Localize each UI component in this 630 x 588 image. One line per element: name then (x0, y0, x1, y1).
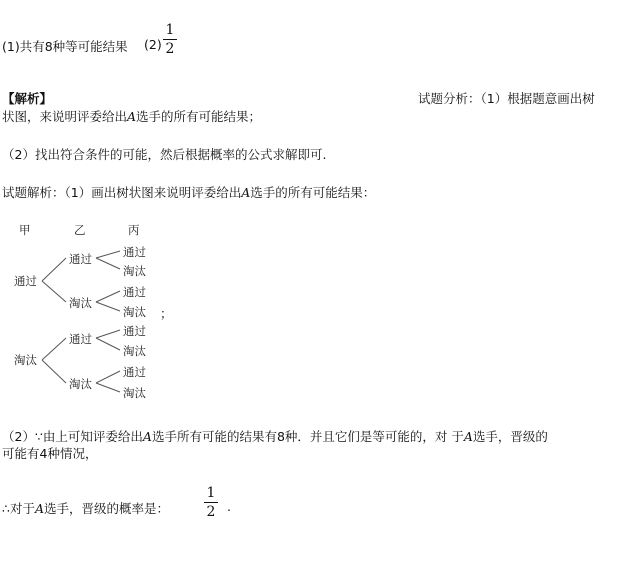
tree-edge (96, 383, 120, 392)
hint-text-b: 选手的所有可能结果； (136, 109, 262, 124)
solution-conclusion (2, 499, 169, 517)
tree-level3-node: 淘汰 (123, 386, 146, 400)
fraction-bar (204, 502, 218, 503)
solution-line1-text-a: 试题解析：（1）画出树状图来说明评委给出 (2, 185, 242, 200)
tree-edge (96, 302, 120, 311)
tree-edge (42, 258, 66, 281)
fraction-denominator: 2 (206, 504, 216, 520)
analysis-hint-right: 试题分析：（1）根据题意画出树 (418, 91, 595, 106)
solution-line1-text-b: 选手的所有可能结果： (250, 185, 376, 200)
para2-text-a: （2）∵由上可知评委给出 (2, 429, 143, 444)
tree-level3-node: 淘汰 (123, 305, 146, 319)
tree-header-bing: 丙 (128, 223, 140, 237)
answer-part1: (1)共有8种等可能结果 (2, 39, 128, 54)
solution-para2-line1 (2, 427, 548, 445)
fraction-denominator: 2 (165, 41, 175, 57)
fraction-numerator: 1 (206, 485, 216, 501)
solution-line1-var: A (241, 185, 251, 200)
fraction-numerator: 1 (165, 22, 175, 38)
conclusion-period: . (227, 499, 231, 514)
tree-semicolon: ； (160, 306, 173, 321)
tree-level2-node: 淘汰 (69, 296, 92, 310)
para2-var: A (142, 429, 152, 444)
concl-text-a: ∴对于 (2, 501, 35, 516)
concl-var: A (34, 501, 44, 516)
tree-edge (96, 251, 120, 258)
tree-header-yi: 乙 (74, 223, 86, 237)
tree-level3-node: 通过 (123, 285, 146, 299)
concl-text-b: 选手，晋级的概率是： (43, 501, 169, 516)
tree-edge (96, 338, 120, 350)
para2-var2: A (463, 429, 473, 444)
tree-level2-node: 通过 (69, 332, 92, 346)
answer-part2-label: (2) (144, 37, 162, 52)
tree-level3-node: 淘汰 (123, 264, 146, 278)
para2-text-c: 选手，晋级的 (472, 429, 548, 444)
tree-level3-node: 通过 (123, 324, 146, 338)
tree-level2-node: 淘汰 (69, 377, 92, 391)
tree-edge (96, 371, 120, 383)
tree-level2-node: 通过 (69, 252, 92, 266)
para2-text-b: 选手所有可能的结果有8种．并且它们是等可能的，对 于 (151, 429, 464, 444)
conclusion-fraction (204, 485, 218, 520)
tree-level1-node: 淘汰 (14, 353, 37, 367)
tree-level3-node: 通过 (123, 365, 146, 379)
hint-text-a: 状图，来说明评委给出 (2, 109, 128, 124)
tree-level1-node: 通过 (14, 274, 37, 288)
tree-edge (42, 360, 66, 383)
tree-edge (96, 330, 120, 338)
analysis-step2: （2）找出符合条件的可能，然后根据概率的公式求解即可. (2, 147, 327, 162)
hint-var: A (127, 109, 137, 124)
tree-header-jia: 甲 (19, 223, 31, 237)
tree-edge (42, 281, 66, 302)
tree-level3-node: 淘汰 (123, 344, 146, 358)
tree-edge (96, 291, 120, 302)
tree-level3-node: 通过 (123, 245, 146, 259)
analysis-heading: 【解析】 (2, 91, 53, 106)
tree-edge (42, 338, 66, 360)
tree-edge (96, 258, 120, 269)
solution-para2-line2: 可能有4种情况， (2, 446, 98, 461)
